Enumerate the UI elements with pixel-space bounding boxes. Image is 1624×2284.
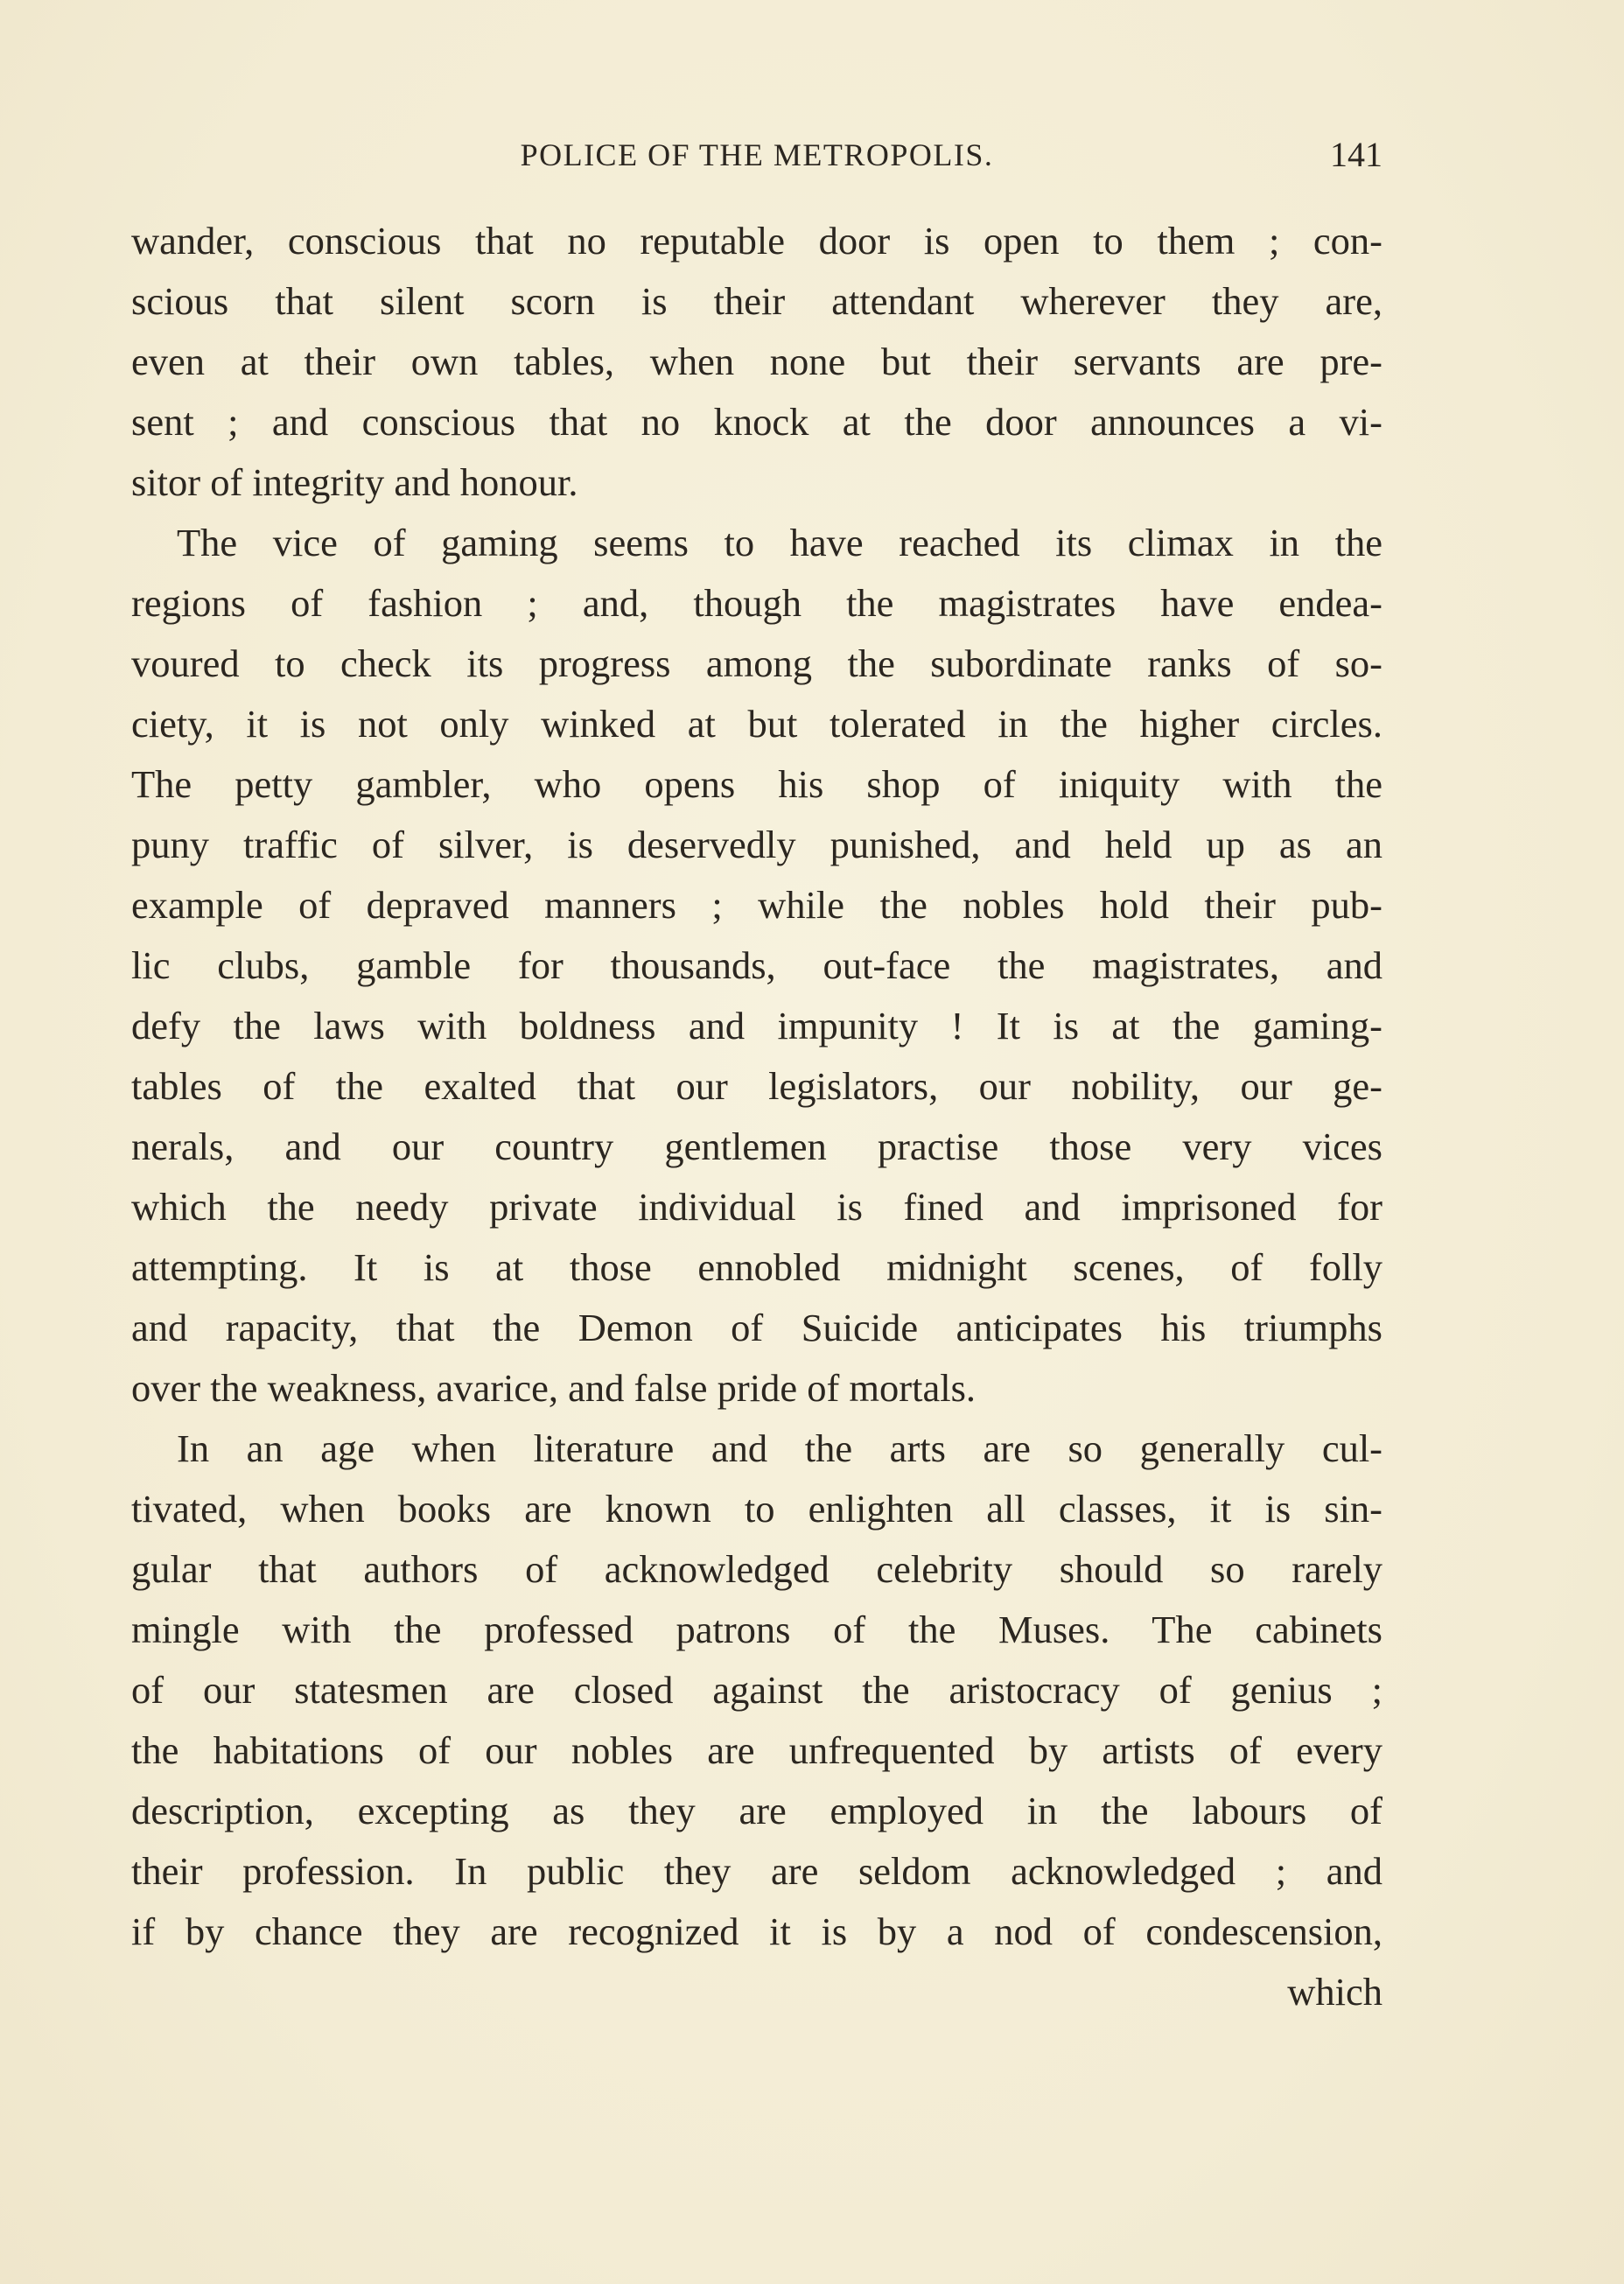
text-line: and rapacity, that the Demon of Suicide anticipates his triumphs (131, 1306, 1382, 1349)
text-line: description, excepting as they are employed in the labours of (131, 1789, 1382, 1832)
text-line: In an age when literature and the arts are so generally cul- (177, 1426, 1382, 1470)
text-line: ciety, it is not only winked at but tolerated in the higher circles. (131, 702, 1382, 746)
catchword: which (1287, 1970, 1382, 2014)
text-line: The petty gambler, who opens his shop of iniquity with the (131, 762, 1382, 806)
text-line: puny traffic of silver, is deservedly punished, and held up as an (131, 823, 1382, 866)
body-text (131, 211, 1382, 2022)
running-head (131, 133, 1382, 177)
text-line: mingle with the professed patrons of the Muses. The cabinets (131, 1608, 1382, 1651)
text-line: attempting. It is at those ennobled midnight scenes, of folly (131, 1245, 1382, 1289)
text-line: their profession. In public they are seldom acknowledged ; and (131, 1849, 1382, 1893)
text-line: gular that authors of acknowledged celebrity should so rarely (131, 1547, 1382, 1591)
text-line: sent ; and conscious that no knock at the door announces a vi- (131, 400, 1382, 444)
text-line: tables of the exalted that our legislators, our nobility, our ge- (131, 1064, 1382, 1108)
text-line: sitor of integrity and honour. (131, 460, 578, 504)
page-number: 141 (1330, 135, 1382, 174)
text-line: of our statesmen are closed against the aristocracy of genius ; (131, 1668, 1382, 1712)
text-line: which the needy private individual is fined and imprisoned for (131, 1185, 1382, 1229)
text-line: regions of fashion ; and, though the magistrates have endea- (131, 581, 1382, 625)
text-line: example of depraved manners ; while the nobles hold their pub- (131, 883, 1382, 927)
text-line: even at their own tables, when none but their servants are pre- (131, 340, 1382, 383)
text-line: scious that silent scorn is their attendant wherever they are, (131, 279, 1382, 323)
text-line: over the weakness, avarice, and false pride of mortals. (131, 1366, 976, 1410)
text-line: voured to check its progress among the subordinate ranks of so- (131, 641, 1382, 685)
running-title: POLICE OF THE METROPOLIS. (520, 137, 994, 172)
text-line: wander, conscious that no reputable door is open to them ; con- (131, 219, 1382, 263)
text-line: defy the laws with boldness and impunity ! It is at the gaming- (131, 1004, 1382, 1047)
text-line: nerals, and our country gentlemen practise those very vices (131, 1124, 1382, 1168)
text-line: the habitations of our nobles are unfrequented by artists of every (131, 1728, 1382, 1772)
text-line: if by chance they are recognized it is by a nod of condescension, (131, 1909, 1382, 1953)
text-line: lic clubs, gamble for thousands, out-face the magistrates, and (131, 943, 1382, 987)
text-line: The vice of gaming seems to have reached its climax in the (177, 521, 1382, 564)
text-line: tivated, when books are known to enlighten all classes, it is sin- (131, 1487, 1382, 1531)
